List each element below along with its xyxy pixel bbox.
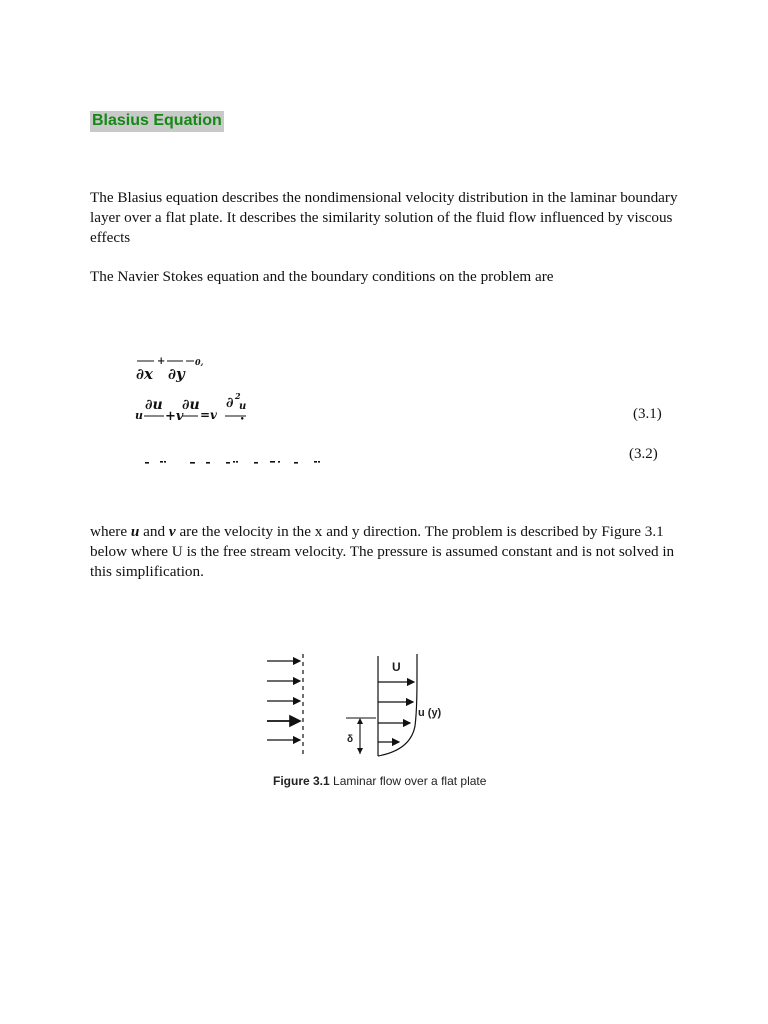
intro-paragraph: The Blasius equation describes the nondimensional velocity distribution in the laminar boundary layer over a flat plate. It describes the similarity solution of the fluid flow influenced by viscous effects [90,189,678,246]
navier-stokes-intro: The Navier Stokes equation and the boundary conditions on the problem are [90,268,554,285]
svg-text:+: + [157,356,166,367]
svg-text:∂y: ∂y [168,365,185,383]
continuity-equation [136,356,204,383]
free-stream-label: U [392,660,401,674]
problem-description-paragraph [90,522,680,582]
equation-tag-3-2: (3.2) [629,446,658,462]
figure-caption [273,774,486,788]
svg-text:2: 2 [235,391,241,401]
svg-text:+v: +v [165,409,184,424]
u-symbol: u [130,523,140,540]
svg-text:∂: ∂ [226,395,234,411]
svg-text:∂u: ∂u [182,397,200,413]
delta-label: δ [347,734,354,745]
svg-text:=v: =v [200,408,218,422]
section-heading: Blasius Equation [90,111,224,132]
incoming-flow-arrows [267,661,300,740]
v-symbol: v [168,523,176,540]
figure-number: Figure 3.1 [273,774,330,788]
equation-tag-3-1: (3.1) [633,406,662,422]
svg-text:0,: 0, [195,357,204,367]
profile-arrows [378,682,414,742]
velocity-profile-label: u (y) [418,707,442,719]
svg-text:∂x: ∂x [136,365,153,383]
equation-block [130,345,350,475]
figure-caption-text: Laminar flow over a flat plate [329,774,487,788]
svg-text:∂u: ∂u [145,397,163,413]
svg-text:•: • [240,414,245,423]
momentum-equation [135,391,246,424]
svg-text:u: u [135,409,143,422]
p3-text-a: where [90,523,131,540]
laminar-flow-figure [260,650,460,760]
p3-text-b: and [139,523,169,540]
svg-text:u: u [239,401,247,412]
boundary-conditions [145,461,320,464]
p3-text-c: are the velocity in the x and y direction. The problem is described by Figure 3.1 below where U is the free stream velocity. The pressure is assumed constant and is not solved in this simplification. [90,523,675,580]
